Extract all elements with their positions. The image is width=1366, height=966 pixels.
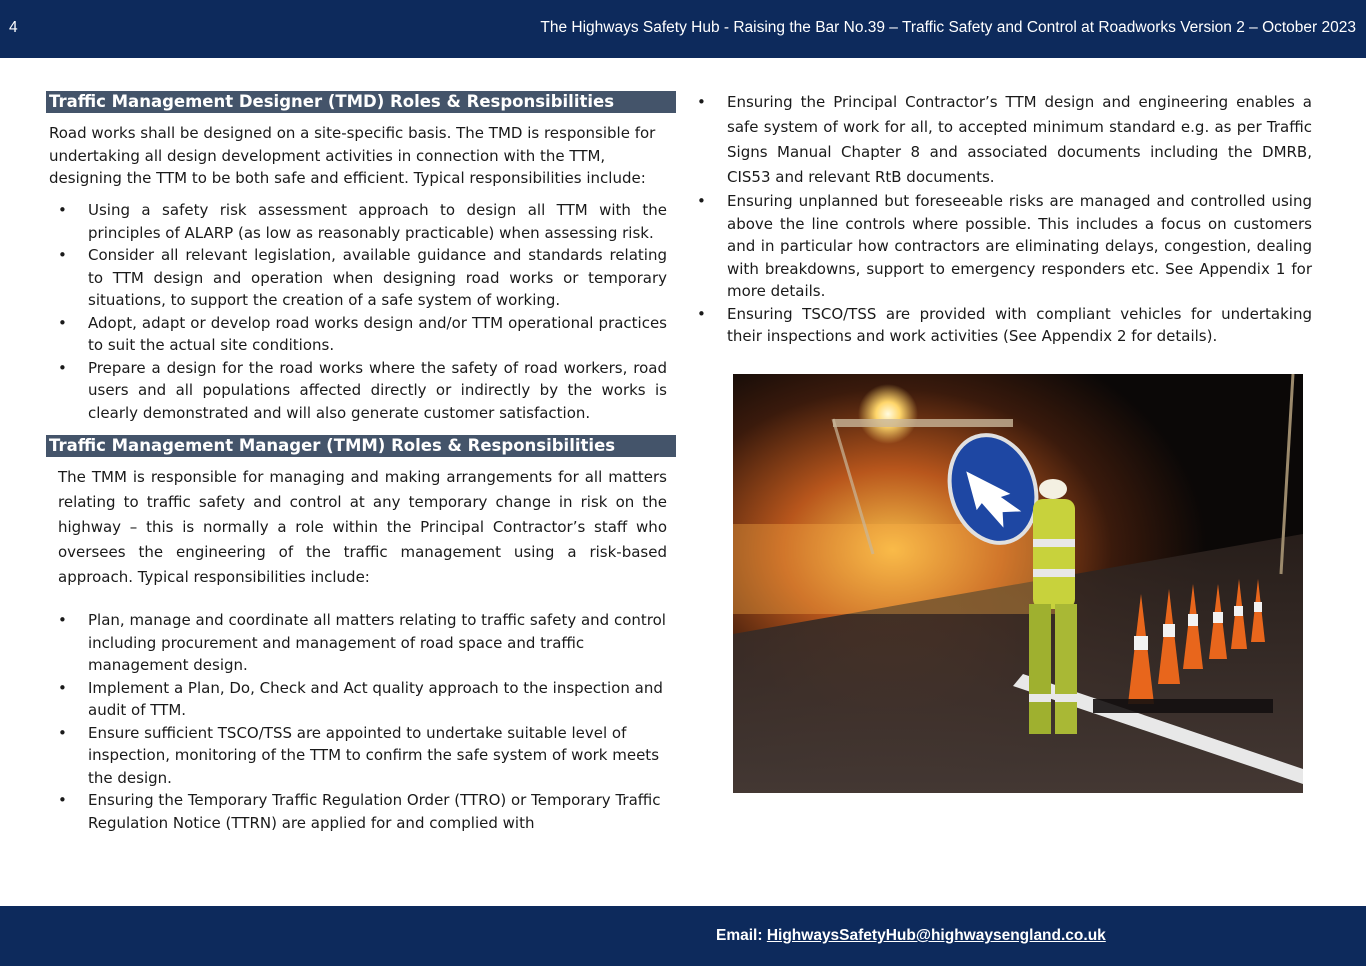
bullet-icon: • [58, 246, 67, 264]
bullet-icon: • [58, 678, 67, 697]
list-item: • Consider all relevant legislation, available guidance and standards relating to TTM design and operation when designing road works or temporary situations, to support the creation of a safe system of working. [58, 246, 667, 309]
bullet-icon: • [58, 313, 67, 332]
list-item: • Prepare a design for the road works where the safety of road workers, road users and all populations affected directly or indirectly by the works is clearly demonstrated and will also generate customer satisfaction. [58, 358, 667, 422]
list-item: • Plan, manage and coordinate all matters relating to traffic safety and control including procurement and management of road space and traffic management design. [58, 611, 666, 674]
header-banner [0, 0, 1366, 58]
roadworks-photo-illustration [733, 374, 1303, 793]
bullet-icon: • [58, 791, 67, 809]
footer-email [716, 927, 1106, 945]
bullet-icon: • [697, 192, 706, 210]
list-item: • Adopt, adapt or develop road works design and/or TTM operational practices to suit the actual site conditions. [58, 313, 667, 354]
tmm-bullet-list [50, 609, 667, 834]
bullet-icon: • [697, 93, 706, 111]
tmm-intro: The TMM is responsible for managing and making arrangements for all matters relating to traffic safety and control at any temporary change in risk on the highway – this is normally a role within the Principal Contractor’s staff who oversees the engineering of the traffic management using a risk-based approach. Typical responsibilities include: [58, 468, 667, 586]
document-title: The Highways Safety Hub - Raising the Bar No.39 – Traffic Safety and Control at Roadworks Version 2 – October 2023 [540, 19, 1356, 36]
roadworks-night-photo [733, 374, 1303, 793]
tmd-heading: Traffic Management Designer (TMD) Roles & Responsibilities [46, 91, 676, 113]
list-item: • Ensure sufficient TSCO/TSS are appointed to undertake suitable level of inspection, monitoring of the TTM to confirm the safe system of work meets the design. [58, 723, 660, 787]
bullet-icon: • [697, 304, 706, 323]
tmd-intro: Road works shall be designed on a site-specific basis. The TMD is responsible for undertaking all design development activities in connection with the TTM, designing the TTM to be both safe and efficient. Typical responsibilities include: [49, 124, 656, 187]
list-item: • Implement a Plan, Do, Check and Act quality approach to the inspection and audit of TTM. [58, 678, 663, 719]
bullet-icon: • [58, 723, 67, 742]
list-item: • Ensuring unplanned but foreseeable risks are managed and controlled using above the line controls where possible. This includes a focus on customers and in particular how contractors are eliminating delays, congestion, dealing with breakdowns, support to emergency responders etc. See Appendix 1 for more details. [697, 192, 1312, 300]
email-label: Email: [716, 927, 767, 944]
list-item: • Ensuring TSCO/TSS are provided with compliant vehicles for undertaking their inspections and work activities (See Appendix 2 for details). [697, 304, 1312, 345]
bullet-icon: • [58, 201, 67, 219]
tmm-heading: Traffic Management Manager (TMM) Roles & Responsibilities [46, 435, 676, 457]
page-number: 4 [9, 19, 18, 36]
bullet-icon: • [58, 358, 67, 377]
tmd-bullet-list [50, 199, 667, 424]
list-item: • Using a safety risk assessment approach to design all TTM with the principles of ALARP (as low as reasonably practicable) when assessing risk. [58, 201, 667, 242]
email-link[interactable]: HighwaysSafetyHub@highwaysengland.co.uk [766, 927, 1106, 944]
list-item: • Ensuring the Principal Contractor’s TTM design and engineering enables a safe system of work for all, to accepted minimum standard e.g. as per Traffic Signs Manual Chapter 8 and associated documents including the DMRB, CIS53 and relevant RtB documents. [689, 90, 1312, 190]
bullet-icon: • [58, 611, 67, 629]
footer-banner [0, 906, 1366, 966]
right-bullet-list [689, 90, 1312, 348]
list-item: • Ensuring the Temporary Traffic Regulation Order (TTRO) or Temporary Traffic Regulation Notice (TTRN) are applied for and complied with [58, 791, 661, 832]
